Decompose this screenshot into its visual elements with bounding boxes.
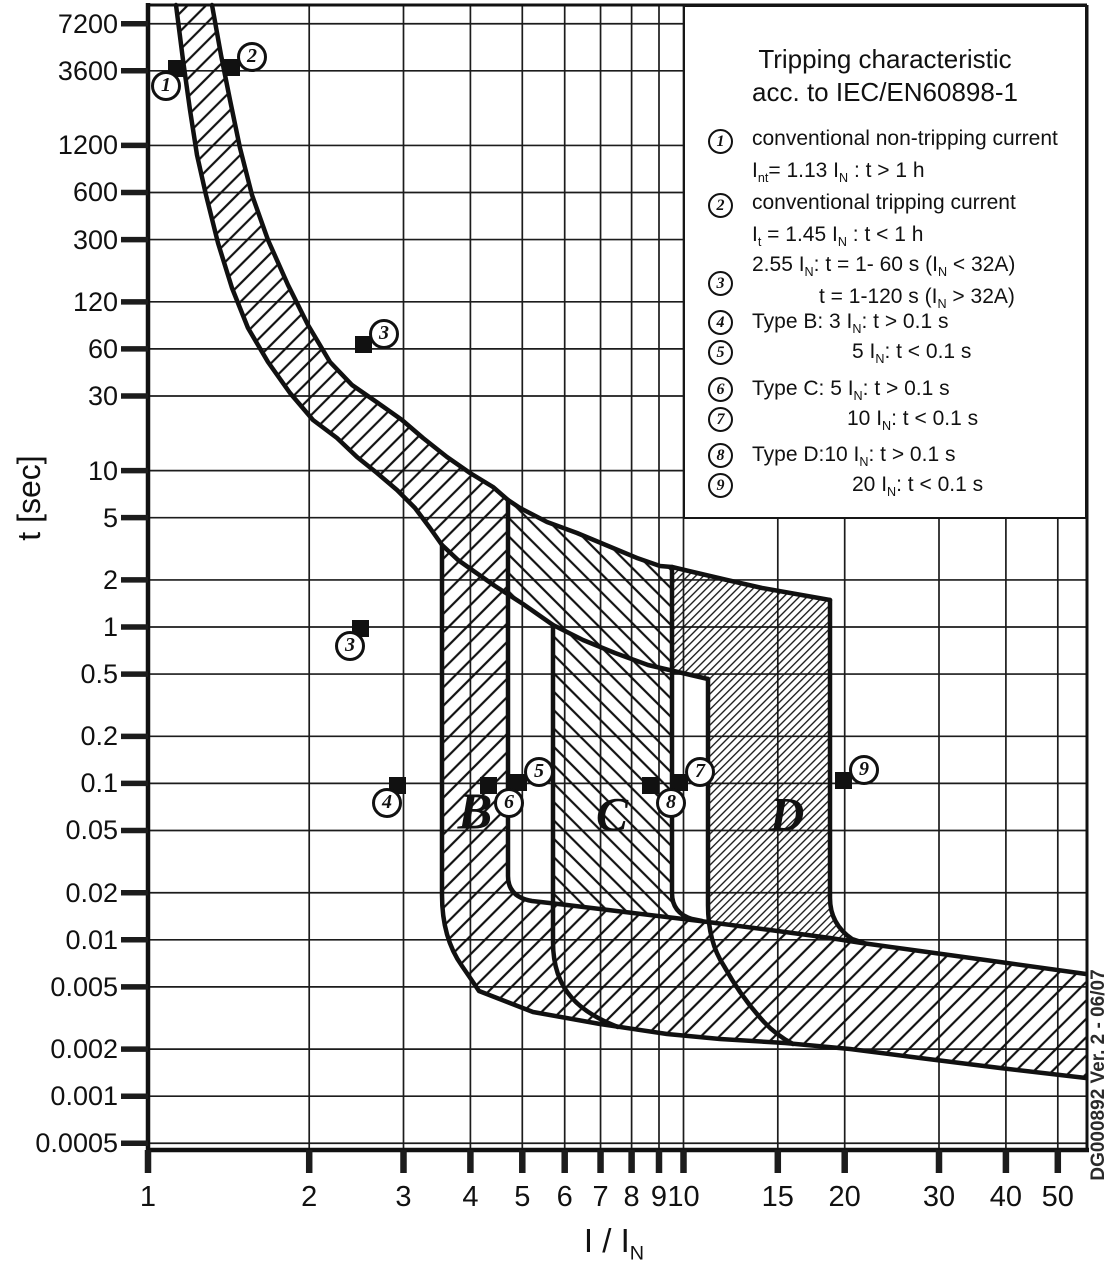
- legend-item-number-3: 3: [708, 271, 733, 296]
- watermark-text: DG000892 Ver. 2 - 06/07: [1088, 969, 1109, 1181]
- legend-item-7-line1: 10 $I_N$: t < 0.1 s: [847, 407, 979, 434]
- y-tick-label-0.02: 0.02: [65, 877, 118, 908]
- x-tick-label-30: 30: [922, 1181, 956, 1213]
- x-tick-label-10: 10: [667, 1181, 700, 1213]
- legend-item-8-line1: Type D:10 $I_N$: t > 0.1 s: [752, 443, 956, 470]
- x-tick-label-50: 50: [1041, 1181, 1074, 1213]
- marker-circle: 8: [656, 788, 686, 818]
- y-tick-label-1200: 1200: [57, 130, 118, 161]
- marker-9-9: [849, 755, 879, 785]
- legend-item-number-8: 8: [708, 443, 733, 468]
- y-tick-label-7200: 7200: [57, 8, 118, 39]
- legend-item-9-line1: 20 $I_N$: t < 0.1 s: [852, 473, 984, 500]
- legend-item-3-line2: t = 1-120 s $(I_N > 32A)$: [819, 285, 1015, 312]
- y-tick-label-0.01: 0.01: [65, 924, 118, 955]
- marker-flag-icon: [642, 777, 659, 794]
- x-tick-label-8: 8: [623, 1181, 640, 1213]
- legend-item-2-line1: conventional tripping current: [752, 191, 1016, 214]
- y-tick-label-5: 5: [102, 502, 118, 533]
- marker-3-2: [369, 319, 399, 349]
- legend-item-number-1: 1: [708, 129, 733, 154]
- marker-circle: 3: [335, 631, 365, 661]
- legend-item-6-line1: Type C: 5 $I_N$: t > 0.1 s: [752, 377, 950, 404]
- x-tick-label-3: 3: [395, 1181, 412, 1213]
- marker-8-8: [656, 788, 686, 818]
- y-tick-label-2: 2: [102, 564, 118, 595]
- y-tick-label-120: 120: [72, 286, 118, 317]
- y-tick-label-0.05: 0.05: [65, 815, 118, 846]
- y-tick-label-0.002: 0.002: [50, 1034, 118, 1065]
- band-label-C: C: [595, 788, 629, 842]
- marker-circle: 1: [151, 71, 181, 101]
- x-tick-label-40: 40: [989, 1181, 1023, 1213]
- legend-item-number-6: 6: [708, 377, 733, 402]
- x-tick-label-9: 9: [650, 1181, 668, 1213]
- y-tick-label-0.005: 0.005: [50, 971, 118, 1002]
- y-tick-label-600: 600: [72, 177, 118, 208]
- y-tick-label-0.5: 0.5: [80, 659, 118, 690]
- x-axis-title: I / $I_N$: [583, 1222, 645, 1265]
- y-tick-label-300: 300: [72, 224, 118, 255]
- marker-circle: 6: [494, 788, 524, 818]
- band-label-D: D: [769, 788, 805, 842]
- marker-1-0: [151, 71, 181, 101]
- y-tick-label-0.001: 0.001: [50, 1081, 118, 1112]
- legend-box: [683, 5, 1087, 519]
- marker-circle: 3: [369, 319, 399, 349]
- y-tick-label-0.2: 0.2: [80, 721, 118, 752]
- marker-5-5: [524, 757, 554, 787]
- y-tick-label-60: 60: [87, 333, 118, 364]
- legend-item-2-line2: $I_t = 1.45$ $I_N$ : t < 1 h: [752, 223, 924, 250]
- legend-item-4-line1: Type B: 3 $I_N$: t > 0.1 s: [752, 310, 949, 337]
- y-tick-label-0.1: 0.1: [80, 768, 118, 799]
- x-tick-label-7: 7: [592, 1181, 609, 1213]
- x-tick-label-6: 6: [556, 1181, 573, 1213]
- marker-circle: 5: [524, 757, 554, 787]
- legend-item-number-9: 9: [708, 473, 733, 498]
- legend-item-5-line1: 5 $I_N$: t < 0.1 s: [852, 340, 972, 367]
- marker-3-3: [335, 631, 365, 661]
- y-tick-label-10: 10: [87, 455, 118, 486]
- legend-item-number-4: 4: [708, 310, 733, 335]
- legend-item-number-5: 5: [708, 340, 733, 365]
- marker-4-4: [372, 788, 402, 818]
- marker-circle: 9: [849, 755, 879, 785]
- x-tick-label-15: 15: [761, 1181, 794, 1213]
- x-tick-label-1: 1: [139, 1181, 157, 1213]
- y-tick-label-0.0005: 0.0005: [35, 1128, 118, 1159]
- marker-circle: 4: [372, 788, 402, 818]
- legend-item-1-line1: conventional non-tripping current: [752, 127, 1058, 150]
- y-tick-label-1: 1: [102, 612, 118, 642]
- marker-6-6: [494, 788, 524, 818]
- band-D-fill: [672, 567, 862, 943]
- x-tick-label-2: 2: [301, 1181, 318, 1213]
- legend-title-line1: Tripping characteristic: [758, 44, 1012, 74]
- legend-item-number-7: 7: [708, 407, 733, 432]
- marker-2-1: [237, 42, 267, 72]
- x-tick-label-20: 20: [828, 1181, 861, 1213]
- y-tick-label-3600: 3600: [57, 55, 118, 86]
- y-tick-label-30: 30: [87, 380, 118, 411]
- marker-7-7: [685, 757, 715, 787]
- band-label-B: B: [457, 783, 493, 841]
- y-axis-title: t [sec]: [11, 455, 47, 541]
- marker-circle: 2: [237, 42, 267, 72]
- legend-item-3-line1: 2.55 $I_N$: t = 1- 60 s $(I_N < 32A)$: [752, 253, 1016, 280]
- x-tick-label-5: 5: [514, 1181, 531, 1213]
- legend-title-line2: acc. to IEC/EN60898-1: [752, 77, 1018, 107]
- legend-item-number-2: 2: [708, 193, 733, 218]
- x-tick-label-4: 4: [462, 1181, 479, 1213]
- marker-circle: 7: [685, 757, 715, 787]
- legend-item-1-line2: $I_{nt}= 1.13$ $I_N$ : t > 1 h: [752, 159, 925, 186]
